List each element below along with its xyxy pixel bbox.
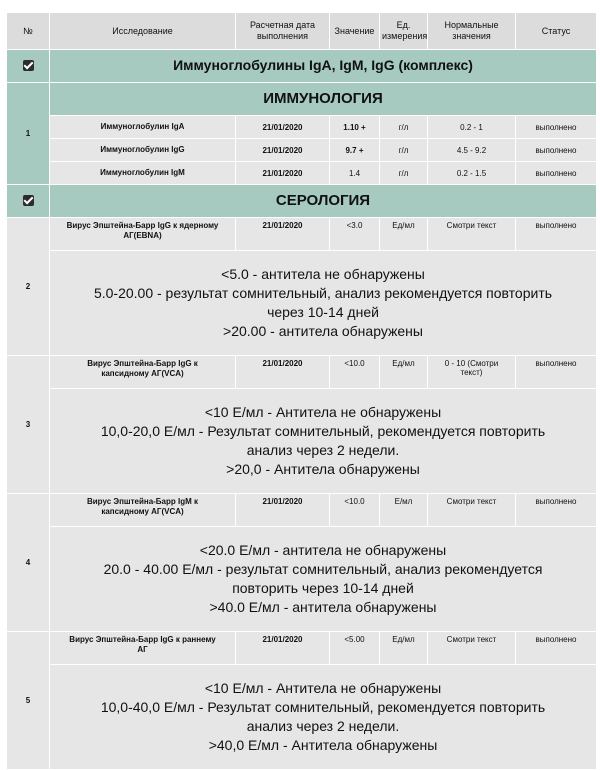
- header-value: Значение: [330, 13, 380, 50]
- test-status: выполнено: [516, 632, 597, 665]
- test-status: выполнено: [516, 139, 597, 162]
- test-name: Вирус Эпштейна-Барр IgM к капсидному АГ(VCA): [50, 494, 236, 527]
- test-norm: 4.5 - 9.2: [428, 139, 516, 162]
- table-row: [7, 116, 597, 139]
- result-note: <5.0 - антитела не обнаружены 5.0-20.00 - результат сомнительный, анализ рекомендуется повторить через 10-14 дней >20.00 - антитела обнаружены: [50, 251, 597, 356]
- note-row: [7, 389, 597, 494]
- result-note: <10 Е/мл - Антитела не обнаружены 10,0-40,0 Е/мл - Результат сомнительный, рекомендуется повторить анализ через 2 недели. >40,0 Е/мл - Антитела обнаружены: [50, 665, 597, 770]
- test-name: Иммуноглобулин IgG: [50, 139, 236, 162]
- table-row: [7, 632, 597, 665]
- test-unit: г/л: [380, 116, 428, 139]
- serology-banner: [7, 185, 597, 218]
- serology-checkbox-cell[interactable]: [7, 185, 50, 218]
- test-date: 21/01/2020: [236, 494, 330, 527]
- test-norm: 0.2 - 1.5: [428, 162, 516, 185]
- complex-title: Иммуноглобулины IgA, IgM, IgG (комплекс): [50, 50, 597, 83]
- table-row: [7, 218, 597, 251]
- complex-banner: [7, 50, 597, 83]
- table-row: [7, 356, 597, 389]
- test-date: 21/01/2020: [236, 139, 330, 162]
- test-value: 9.7 +: [330, 139, 380, 162]
- row-number-4: 4: [7, 494, 50, 632]
- test-status: выполнено: [516, 356, 597, 389]
- header-status: Статус: [516, 13, 597, 50]
- table-header: [7, 13, 597, 50]
- immunology-banner: [7, 83, 597, 116]
- note-row: [7, 527, 597, 632]
- row-number-3: 3: [7, 356, 50, 494]
- test-name: Вирус Эпштейна-Барр IgG к ядерному АГ(EBNA): [50, 218, 236, 251]
- row-number-1: 1: [7, 83, 50, 185]
- test-norm: Смотри текст: [428, 218, 516, 251]
- table-row: [7, 139, 597, 162]
- result-note: <20.0 Е/мл - антитела не обнаружены 20.0 - 40.00 Е/мл - результат сомнительный, анализ рекомендуется повторить через 10-14 дней >40.0 Е/мл - антитела обнаружены: [50, 527, 597, 632]
- header-test: Исследование: [50, 13, 236, 50]
- table-row: [7, 494, 597, 527]
- header-unit: Ед. измерения: [380, 13, 428, 50]
- test-unit: Ед/мл: [380, 632, 428, 665]
- test-status: выполнено: [516, 218, 597, 251]
- results-table: [6, 12, 597, 770]
- result-note: <10 Е/мл - Антитела не обнаружены 10,0-20,0 Е/мл - Результат сомнительный, рекомендуется повторить анализ через 2 недели. >20,0 - Антитела обнаружены: [50, 389, 597, 494]
- test-date: 21/01/2020: [236, 356, 330, 389]
- test-value: <10.0: [330, 356, 380, 389]
- header-number: №: [7, 13, 50, 50]
- test-value: <3.0: [330, 218, 380, 251]
- test-name: Вирус Эпштейна-Барр IgG к раннему АГ: [50, 632, 236, 665]
- test-date: 21/01/2020: [236, 632, 330, 665]
- test-norm: Смотри текст: [428, 632, 516, 665]
- test-date: 21/01/2020: [236, 116, 330, 139]
- row-number-5: 5: [7, 632, 50, 770]
- header-date: Расчетная дата выполнения: [236, 13, 330, 50]
- test-unit: г/л: [380, 162, 428, 185]
- row-number-2: 2: [7, 218, 50, 356]
- note-row: [7, 665, 597, 770]
- test-name: Вирус Эпштейна-Барр IgG к капсидному АГ(VCA): [50, 356, 236, 389]
- test-unit: Ед/мл: [380, 218, 428, 251]
- test-date: 21/01/2020: [236, 218, 330, 251]
- serology-title: СЕРОЛОГИЯ: [50, 185, 597, 218]
- test-unit: г/л: [380, 139, 428, 162]
- checkbox-checked-icon[interactable]: [23, 60, 34, 71]
- test-value: 1.10 +: [330, 116, 380, 139]
- test-unit: Ед/мл: [380, 356, 428, 389]
- test-status: выполнено: [516, 116, 597, 139]
- test-norm: Смотри текст: [428, 494, 516, 527]
- table-row: [7, 162, 597, 185]
- test-value: <10.0: [330, 494, 380, 527]
- complex-checkbox-cell[interactable]: [7, 50, 50, 83]
- checkbox-checked-icon[interactable]: [23, 195, 34, 206]
- immunology-title: ИММУНОЛОГИЯ: [50, 83, 597, 116]
- test-date: 21/01/2020: [236, 162, 330, 185]
- test-status: выполнено: [516, 494, 597, 527]
- results-page: [6, 12, 596, 770]
- test-value: <5.00: [330, 632, 380, 665]
- note-row: [7, 251, 597, 356]
- test-norm: 0.2 - 1: [428, 116, 516, 139]
- test-norm: 0 - 10 (Смотри текст): [428, 356, 516, 389]
- test-name: Иммуноглобулин IgA: [50, 116, 236, 139]
- header-norm: Нормальные значения: [428, 13, 516, 50]
- test-status: выполнено: [516, 162, 597, 185]
- test-name: Иммуноглобулин IgM: [50, 162, 236, 185]
- test-value: 1.4: [330, 162, 380, 185]
- test-unit: Е/мл: [380, 494, 428, 527]
